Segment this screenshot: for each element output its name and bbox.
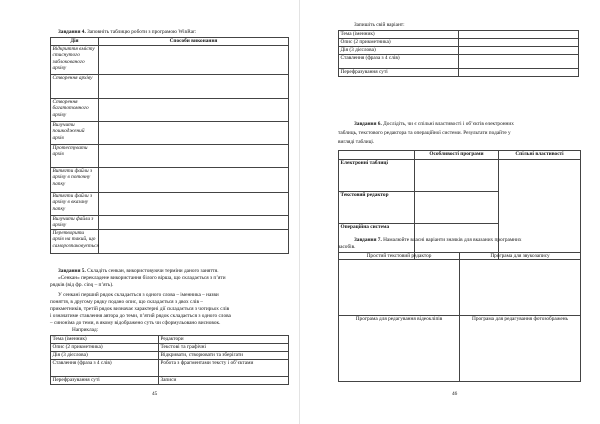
task6-line-3: вигляді таблиці. — [338, 139, 375, 145]
variant-answer — [459, 31, 579, 39]
properties-header-features: Особливості програми — [415, 151, 499, 160]
variant-answer — [459, 55, 579, 69]
winrar-row-label: Відкриття вмісту стиснутого заблокованого архіву — [51, 45, 99, 74]
own-variant-label: Запишіть свій варіант: — [354, 22, 405, 28]
cinquain-label: Ставлення (фраза з 4 слів) — [51, 360, 159, 377]
task5-line-2: «Сенкан» перекладене використання білого вірша, що складається з п’яти — [58, 275, 226, 281]
task6-line-2: таблиць, текстового редактора та операційної системи. Результати подайте у — [338, 130, 511, 136]
properties-row-label: Операційна система — [339, 224, 415, 260]
task5-title: Завдання 5. — [58, 268, 86, 274]
task4-title: Завдання 4. — [58, 29, 86, 35]
icon-cell-audio-recorder: Програма для звукозапису — [460, 253, 581, 316]
winrar-header-methods: Способи виконання — [99, 38, 289, 46]
winrar-row-label: Витягти файли з архіву в вказану папку — [51, 192, 99, 215]
task6-line-1 — [354, 121, 514, 128]
winrar-row-cell — [99, 98, 289, 121]
winrar-table — [50, 37, 289, 254]
task5-line-8: – синоніма до теми, в якому відображено суть чи сформульовано висновок. — [50, 320, 221, 326]
properties-row-label: Електронні таблиці — [339, 160, 415, 192]
properties-row-label: Текстовий редактор — [339, 192, 415, 224]
variant-label: Опис (2 прикметника) — [339, 39, 459, 47]
task7-line-1 — [354, 237, 522, 244]
properties-features-cell — [415, 192, 499, 224]
task5-line-7: і означатиме ставлення автора до теми, п’ятий рядок складається з одного слова — [50, 313, 231, 319]
properties-header-common: Спільні властивості — [499, 151, 581, 160]
page-46 — [300, 0, 600, 424]
winrar-row-cell — [99, 144, 289, 167]
task4-heading — [58, 29, 298, 36]
task7-text: Намалюйте власні варіанти значків для вказаних програмних — [381, 237, 522, 243]
properties-features-cell — [415, 160, 499, 192]
icon-cell-text-editor: Простий текстовий редактор — [339, 253, 460, 316]
task5-line-4: У сенкані перший рядок складається з одного слова – іменника – назви — [58, 292, 219, 298]
winrar-row-label: Створення архіву — [51, 74, 99, 98]
variant-answer — [459, 69, 579, 77]
task5-line-3: рядків (від фр. cinq – п’ять). — [50, 282, 114, 288]
winrar-row-label: Витягти файли з архіву в поточну папку — [51, 167, 99, 192]
winrar-row-cell — [99, 192, 289, 215]
page-number-right: 46 — [452, 391, 458, 397]
winrar-row-cell — [99, 121, 289, 144]
cinquain-value: Записи — [159, 377, 289, 385]
cinquain-label: Тема (іменник) — [51, 336, 159, 344]
winrar-row-label: Протестувати архів — [51, 144, 99, 167]
cinquain-value: Робота з фрагментами тексту і об’єктами — [159, 360, 289, 377]
page-number-left: 45 — [152, 391, 158, 397]
icon-cell-photo-editor: Програма для редагування фотозображень — [460, 316, 581, 382]
example-label: Наприклад: — [72, 327, 99, 333]
winrar-row-label: Вилучити пошкоджений архів — [51, 121, 99, 144]
task4-text: Заповніть таблицю роботи з програмою WinRar: — [85, 29, 197, 35]
task5-text: Складіть сенкан, використовуючи терміни даного заняття. — [85, 268, 219, 274]
cinquain-value: Редактори — [159, 336, 289, 344]
task7-title: Завдання 7. — [354, 237, 382, 243]
winrar-row-label: Перетворити архів на такий, що саморозпаковується — [51, 229, 99, 253]
variant-answer — [459, 47, 579, 55]
task5-line-1 — [58, 268, 288, 275]
winrar-row-cell — [99, 215, 289, 229]
task7-line-2: засобів. — [338, 244, 356, 250]
variant-label: Ставлення (фраза з 4 слів) — [339, 55, 459, 69]
winrar-row-cell — [99, 74, 289, 98]
variant-label: Дія (3 дієслова) — [339, 47, 459, 55]
winrar-row-cell — [99, 167, 289, 192]
task5-line-5: поняття, в другому рядку подано опис, що складається з двох слів – — [50, 299, 203, 305]
cinquain-label: Опис (2 прикметника) — [51, 344, 159, 352]
cinquain-label: Дія (3 дієслова) — [51, 352, 159, 360]
task6-text: Дослідіть, чи є спільні властивості і об’єктів електронних — [381, 121, 514, 127]
variant-label: Перефразування суті — [339, 69, 459, 77]
winrar-row-label: Вилучити файли з архіву — [51, 215, 99, 229]
properties-corner — [339, 151, 415, 160]
cinquain-value: Відкривати, створювати та зберігати — [159, 352, 289, 360]
icon-cell-video-editor: Програма для редагування відеокліпів — [339, 316, 460, 382]
winrar-row-cell — [99, 45, 289, 74]
winrar-row-cell — [99, 229, 289, 253]
winrar-header-action: Дія — [51, 38, 99, 46]
icons-table — [338, 252, 581, 382]
properties-common-cell — [499, 160, 581, 260]
cinquain-label: Перефразування суті — [51, 377, 159, 385]
winrar-row-label: Створення багатотомного архіву — [51, 98, 99, 121]
cinquain-value: Текстові та графічні — [159, 344, 289, 352]
task6-title: Завдання 6. — [354, 121, 382, 127]
variant-answer — [459, 39, 579, 47]
task5-line-6: прикметників, третій рядок визначає характерні дії складається з чотирьох слів — [50, 306, 230, 312]
cinquain-example-table — [50, 335, 289, 385]
own-variant-table — [338, 30, 579, 77]
variant-label: Тема (іменник) — [339, 31, 459, 39]
